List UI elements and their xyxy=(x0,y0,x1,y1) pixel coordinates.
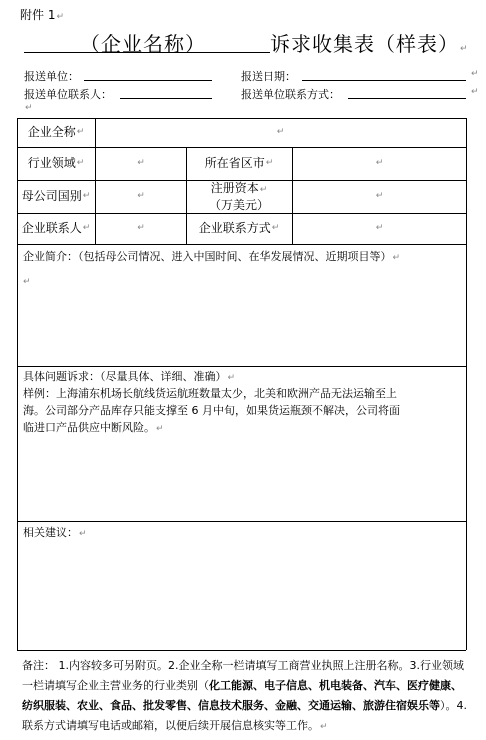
company-contact-value[interactable]: ↵ xyxy=(137,223,145,233)
report-unit-field[interactable] xyxy=(84,80,212,81)
suggestion-label: 相关建议：↵ xyxy=(23,526,87,539)
report-unit-label: 报送单位： xyxy=(24,70,79,83)
report-date-label: 报送日期： xyxy=(241,70,296,83)
industry-value[interactable]: ↵ xyxy=(137,158,145,168)
company-contact-label: 企业联系人 ↵ xyxy=(21,221,91,235)
company-full-name-value[interactable]: ↵ xyxy=(276,127,285,137)
report-contact-method-field[interactable] xyxy=(348,98,466,99)
report-contact-field[interactable] xyxy=(120,98,212,99)
paragraph-mark: ↵ xyxy=(25,103,33,113)
industry-label: 行业领域 ↵ xyxy=(27,156,85,170)
registered-capital-value[interactable]: ↵ xyxy=(375,191,384,201)
report-contact-label: 报送单位联系人： xyxy=(24,88,112,101)
company-intro-field[interactable]: ↵ xyxy=(23,277,31,287)
issue-example[interactable]: 样例：上海浦东机场长航线货运航班数量太少，北美和欧洲产品无法运输至上 海。公司部分产品库存只能支撑至 6 月中旬，如果货运瓶颈不解决，公司将面 临进口产品供应中断风险。↵ xyxy=(23,387,400,434)
issue-label: 具体问题诉求：（尽量具体、详细、准确）↵ xyxy=(23,370,236,383)
province-city-value[interactable]: ↵ xyxy=(375,158,384,168)
company-contact-method-value[interactable]: ↵ xyxy=(375,223,384,233)
paragraph-mark: ↵ xyxy=(471,87,479,97)
registered-capital-label: 注册资本↵ （万美元） xyxy=(208,180,269,212)
footnote: 备注： 1.内容较多可另附页。2.企业全称一栏请填写工商营业执照上注册名称。3.行业领域一栏请填写企业主营业务的行业类别（化工能源、电子信息、机电装备、汽车、医疗健康、纺织服装、农业、食品、批发零售、信息技术服务、金融、交通运输、旅游住宿娱乐等）。4.联系方式请填写电话或邮箱，以便后续开展信息核实等工作。↵ xyxy=(22,659,467,732)
parent-country-value[interactable]: ↵ xyxy=(137,191,145,201)
company-contact-method-label: 企业联系方式 ↵ xyxy=(198,221,280,235)
company-intro-label: 企业简介：（包括母公司情况、进入中国时间、在华发展情况、近期项目等）↵ xyxy=(23,250,401,263)
page-title: 诉求收集表（样表）↵ xyxy=(270,32,469,56)
title-company-name: （企业名称） xyxy=(80,32,206,56)
attachment-label: 附件 1↵ xyxy=(20,8,64,22)
company-full-name-label: 企业全称 ↵ xyxy=(27,125,85,139)
industry-categories: 化工能源、电子信息、机电装备、汽车、医疗健康、纺织服装、农业、食品、批发零售、信息技术服务、金融、交通运输、旅游住宿娱乐等 xyxy=(22,679,462,712)
report-date-field[interactable] xyxy=(302,80,466,81)
paragraph-mark: ↵ xyxy=(471,69,479,79)
report-contact-method-label: 报送单位联系方式： xyxy=(241,88,340,101)
province-city-label: 所在省区市 ↵ xyxy=(204,156,274,170)
parent-country-label: 母公司国别 ↵ xyxy=(21,189,91,203)
